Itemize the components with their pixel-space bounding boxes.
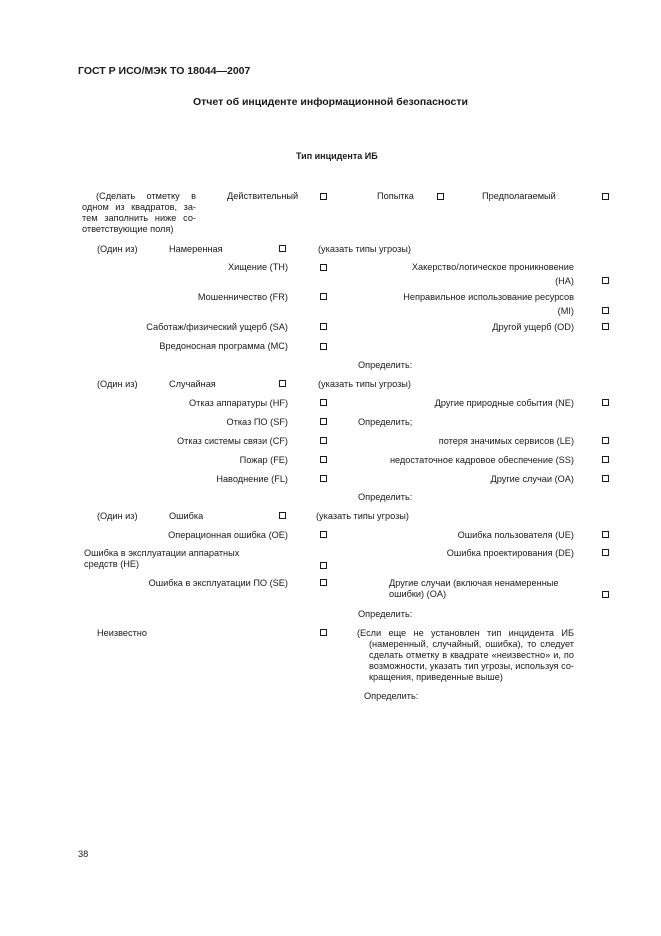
unknown-note: (Если еще не установлен тип инцидента ИБ (намеренный, случайный, ошибка), то следует сделать отметку в квадрате «неизвестно» и, по возможности, указать тип угрозы, используя со- кращения, приведенные выше) (357, 628, 574, 682)
accidental-item-oa-label: Другие случаи (OA) (490, 474, 574, 484)
deliberate-label: Намеренная (169, 244, 223, 254)
error-item-se-label: Ошибка в эксплуатации ПО (SE) (148, 578, 288, 588)
unknown-label: Неизвестно (97, 628, 147, 638)
error-threat-hint: (указать типы угрозы) (316, 511, 409, 521)
deliberate-item-mc-label: Вредоносная программа (MC) (159, 341, 288, 351)
deliberate-checkbox[interactable] (279, 245, 286, 252)
error-item-oa-label: Другие случаи (включая ненамеренные ошибки) (OA) (389, 578, 559, 599)
error-item-he-checkbox[interactable] (320, 562, 327, 569)
section-title: Тип инцидента ИБ (296, 151, 378, 161)
accidental-item-fl-label: Наводнение (FL) (216, 474, 288, 484)
attempt-checkbox[interactable] (437, 193, 444, 200)
accidental-item-oa-checkbox[interactable] (602, 475, 609, 482)
error-item-ue-label: Ошибка пользователя (UE) (457, 530, 574, 540)
deliberate-item-od-label: Другой ущерб (OD) (492, 322, 574, 332)
accidental-item-hf-label: Отказ аппаратуры (HF) (189, 398, 288, 408)
attempt-label: Попытка (377, 191, 414, 201)
accidental-item-le-label: потеря значимых сервисов (LE) (438, 436, 574, 446)
accidental-item-sf-label: Отказ ПО (SF) (226, 417, 288, 427)
deliberate-specify: Определить: (358, 360, 413, 370)
accidental-item-ss-label: недостаточное кадровое обеспечение (SS) (389, 455, 574, 465)
accidental-label: Случайная (169, 379, 216, 389)
suspected-label: Предполагаемый (482, 191, 556, 201)
accidental-item-fe-checkbox[interactable] (320, 456, 327, 463)
accidental-item-sf-checkbox[interactable] (320, 418, 327, 425)
accidental-threat-hint: (указать типы угрозы) (318, 379, 411, 389)
unknown-specify: Определить: (364, 691, 419, 701)
error-item-oa-checkbox[interactable] (602, 591, 609, 598)
accidental-one-of: (Один из) (97, 379, 138, 389)
deliberate-item-mc-checkbox[interactable] (320, 343, 327, 350)
accidental-item-ne-checkbox[interactable] (602, 399, 609, 406)
actual-label: Действительный (227, 191, 299, 201)
suspected-checkbox[interactable] (602, 193, 609, 200)
error-item-oe-checkbox[interactable] (320, 531, 327, 538)
instruction: (Сделать отметку в одном из квадратов, за- тем заполнить ниже со- ответствующие поля) (82, 191, 196, 234)
deliberate-item-fr-label: Мошенничество (FR) (197, 292, 288, 302)
accidental-item-cf-checkbox[interactable] (320, 437, 327, 444)
deliberate-item-th-checkbox[interactable] (320, 264, 327, 271)
error-item-he-label: Ошибка в эксплуатации аппаратных средств (HE) (84, 548, 240, 569)
accidental-checkbox[interactable] (279, 380, 286, 387)
accidental-specify: Определить: (358, 492, 413, 502)
accidental-item-le-checkbox[interactable] (602, 437, 609, 444)
error-item-de-checkbox[interactable] (602, 549, 609, 556)
unknown-checkbox[interactable] (320, 629, 327, 636)
deliberate-one-of: (Один из) (97, 244, 138, 254)
deliberate-item-mi-checkbox[interactable] (602, 307, 609, 314)
error-one-of: (Один из) (97, 511, 138, 521)
error-item-de-label: Ошибка проектирования (DE) (446, 548, 574, 558)
accidental-item-cf-label: Отказ системы связи (CF) (177, 436, 288, 446)
accidental-item-fl-checkbox[interactable] (320, 475, 327, 482)
accidental-item-fe-label: Пожар (FE) (239, 455, 288, 465)
deliberate-item-ha-label: Хакерство/логическое проникновение (HA) (411, 262, 574, 286)
deliberate-threat-hint: (указать типы угрозы) (318, 244, 411, 254)
deliberate-item-fr-checkbox[interactable] (320, 293, 327, 300)
error-specify: Определить: (358, 609, 413, 619)
accidental-item-hf-checkbox[interactable] (320, 399, 327, 406)
deliberate-item-od-checkbox[interactable] (602, 323, 609, 330)
deliberate-item-mi-label: Неправильное использование ресурсов (MI) (403, 292, 574, 316)
deliberate-item-sa-checkbox[interactable] (320, 323, 327, 330)
deliberate-item-th-label: Хищение (TH) (227, 262, 288, 272)
error-item-oe-label: Операционная ошибка (OE) (168, 530, 288, 540)
form-title: Отчет об инциденте информационной безопасности (192, 96, 468, 108)
document-code: ГОСТ Р ИСО/МЭК ТО 18044—2007 (78, 65, 251, 77)
deliberate-item-sa-label: Саботаж/физический ущерб (SA) (146, 322, 288, 332)
error-label: Ошибка (169, 511, 204, 521)
accidental-item-ne-label: Другие природные события (NE) (434, 398, 574, 408)
actual-checkbox[interactable] (320, 193, 327, 200)
deliberate-item-ha-checkbox[interactable] (602, 277, 609, 284)
accidental-item-ss-checkbox[interactable] (602, 456, 609, 463)
error-checkbox[interactable] (279, 512, 286, 519)
accidental-specify-mid: Определить; (358, 417, 413, 427)
error-item-ue-checkbox[interactable] (602, 531, 609, 538)
error-item-se-checkbox[interactable] (320, 579, 327, 586)
page-number: 38 (78, 849, 89, 859)
